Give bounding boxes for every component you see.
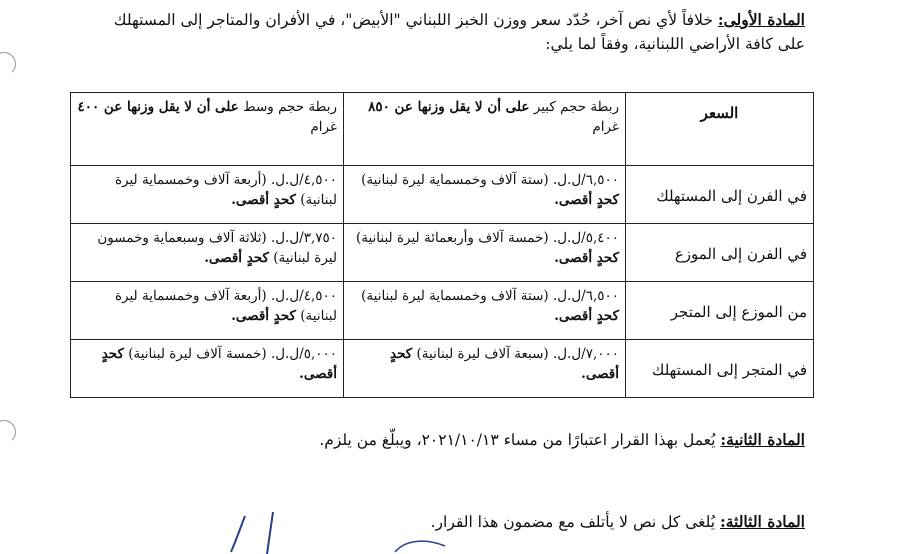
large-price-cell <box>344 224 626 282</box>
max-label: كحدٍ أقصى. <box>231 308 296 324</box>
price-text: ٥,٠٠٠/ل.ل. (خمسة آلاف ليرة لبنانية) <box>128 346 337 362</box>
medium-price-cell <box>71 282 344 340</box>
header-large-bundle <box>344 93 626 166</box>
max-label: كحدٍ أقصى. <box>554 250 619 266</box>
article-one-text: خلافاً لأي نص آخر، حُدّد سعر ووزن الخبز اللبناني "الأبيض"، في الأفران والمتاجر إلى المستهلك على كافة الأراضي اللبنانية، وفقاً لما يلي: <box>113 11 805 53</box>
medium-price-cell <box>71 340 344 398</box>
article-one <box>105 8 805 56</box>
medium-price-cell <box>71 224 344 282</box>
price-text: ٦,٥٠٠/ل.ل. (ستة آلاف وخمسماية ليرة لبنانية) <box>361 288 619 304</box>
header-medium-text: ربطة حجم وسط <box>238 99 337 115</box>
header-medium-bundle <box>71 93 344 166</box>
bread-price-table <box>70 92 814 398</box>
price-text: ٧,٠٠٠/ل.ل. (سبعة آلاف ليرة لبنانية) <box>416 346 619 362</box>
article-three-text: يُلغى كل نص لا يأتلف مع مضمون هذا القرار. <box>430 513 720 531</box>
table-row <box>71 224 814 282</box>
header-large-text: ربطة حجم كبير <box>529 99 619 115</box>
max-label: كحدٍ أقصى. <box>101 346 337 382</box>
header-large-unit: غرام <box>592 119 619 135</box>
header-price: السعر <box>626 93 814 166</box>
article-three-label: المادة الثالثة: <box>720 512 805 531</box>
price-text: ٤,٥٠٠/ل.ل. (أربعة آلاف وخمسماية ليرة لبنانية) <box>114 172 337 208</box>
stage-cell: في المتجر إلى المستهلك <box>626 340 814 398</box>
price-text: ٣,٧٥٠/ل.ل. (ثلاثة آلاف وسبعماية وخمسون ليرة لبنانية) <box>97 230 337 266</box>
stage-cell: في الفرن إلى الموزع <box>626 224 814 282</box>
price-text: ٦,٥٠٠/ل.ل. (ستة آلاف وخمسماية ليرة لبنانية) <box>361 172 619 188</box>
max-label: كحدٍ أقصى. <box>231 192 296 208</box>
article-three <box>431 510 805 534</box>
large-price-cell <box>344 282 626 340</box>
price-text: ٤,٥٠٠/ل.ل. (أربعة آلاف وخمسماية ليرة لبنانية) <box>114 288 337 324</box>
signature-mark <box>195 512 455 554</box>
table-row <box>71 340 814 398</box>
header-medium-unit: غرام <box>310 119 337 135</box>
max-label: كحدٍ أقصى. <box>554 192 619 208</box>
hole-punch-mark <box>0 420 16 444</box>
stage-cell: من الموزع إلى المتجر <box>626 282 814 340</box>
max-label: كحدٍ أقصى. <box>554 308 619 324</box>
article-two-label: المادة الثانية: <box>720 430 805 449</box>
article-two <box>319 428 805 452</box>
header-large-bold: على أن لا يقل وزنها عن ٨٥٠ <box>368 99 530 115</box>
max-label: كحدٍ أقصى. <box>389 346 619 382</box>
article-one-label: المادة الأولى: <box>717 10 805 29</box>
price-text: ٥,٤٠٠/ل.ل. (خمسة آلاف وأربعمائة ليرة لبنانية) <box>355 230 619 246</box>
header-medium-bold: على أن لا يقل وزنها عن ٤٠٠ <box>77 99 239 115</box>
hole-punch-mark <box>0 52 16 76</box>
table-row <box>71 282 814 340</box>
medium-price-cell <box>71 166 344 224</box>
table-header-row <box>71 93 814 166</box>
large-price-cell <box>344 166 626 224</box>
max-label: كحدٍ أقصى. <box>204 250 269 266</box>
table-row <box>71 166 814 224</box>
stage-cell: في الفرن إلى المستهلك <box>626 166 814 224</box>
large-price-cell <box>344 340 626 398</box>
article-two-text: يُعمل بهذا القرار اعتبارًا من مساء ٢٠٢١/١٠/١٣، ويبلّغ من يلزم. <box>319 431 721 449</box>
